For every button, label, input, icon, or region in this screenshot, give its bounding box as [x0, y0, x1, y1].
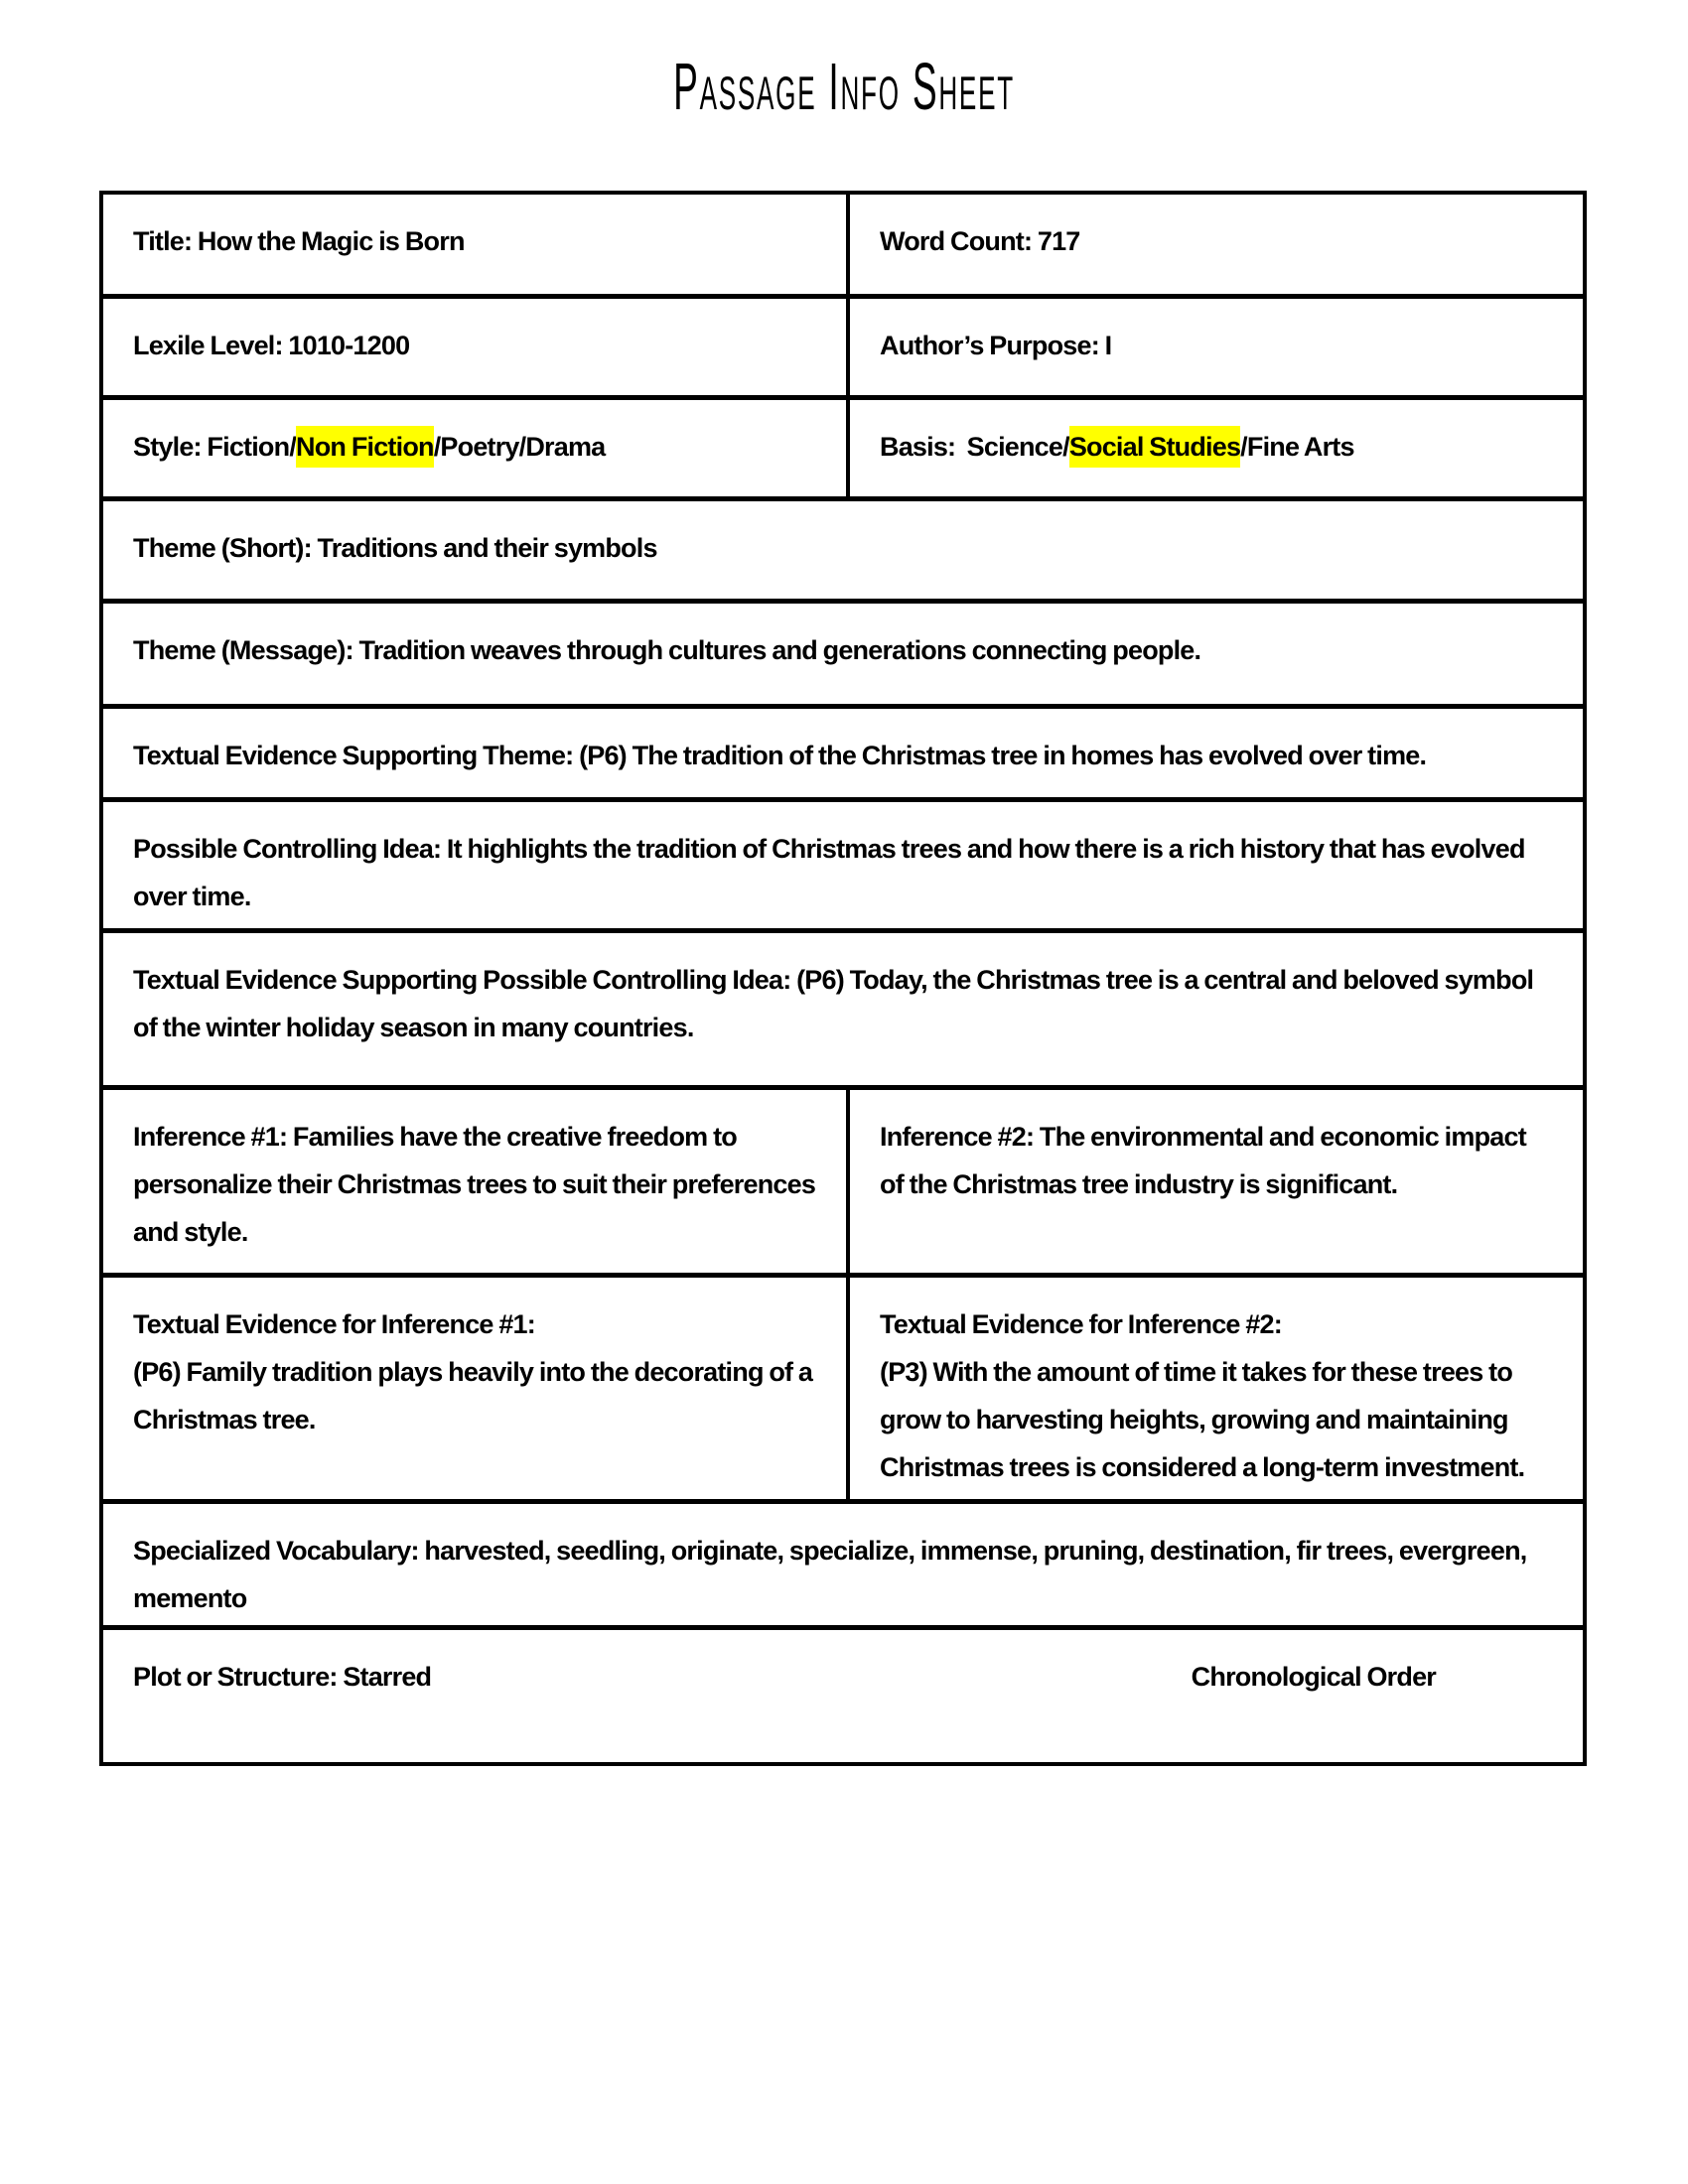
table-row-textual-evidence-inferences: [103, 1273, 1583, 1499]
highlighted-text: Non Fiction: [296, 426, 434, 468]
table-row-style-basis: [103, 395, 1583, 496]
info-table: [99, 191, 1587, 1766]
table-row-plot-structure: [103, 1625, 1583, 1762]
evidence-1-label: Textual Evidence for Inference #1:: [133, 1309, 535, 1339]
table-row-textual-evidence-theme: [103, 704, 1583, 797]
page-title: Passage Info Sheet: [673, 49, 1015, 124]
highlighted-text: Social Studies: [1069, 426, 1240, 468]
table-row-lexile-purpose: [103, 294, 1583, 395]
cell-style: Style: Fiction/Non Fiction/Poetry/Drama: [103, 400, 846, 496]
cell-theme-short: Theme (Short): Traditions and their symbols: [133, 533, 657, 563]
cell-authors-purpose: Author’s Purpose: I: [846, 299, 1583, 395]
cell-lexile-level: Lexile Level: 1010-1200: [133, 331, 410, 360]
cell-word-count: Word Count: 717: [846, 195, 1583, 294]
plot-structure-label: Plot or Structure: Starred: [133, 1662, 432, 1692]
table-row-theme-message: [103, 599, 1583, 704]
table-row-title-wordcount: [103, 195, 1583, 294]
table-row-textual-evidence-controlling-idea: [103, 928, 1583, 1085]
cell-plot-structure: [103, 1630, 1583, 1762]
cell-theme-message: Theme (Message): Tradition weaves through cultures and generations connecting people.: [133, 635, 1201, 665]
cell-inference-2: Inference #2: The environmental and economic impact of the Christmas tree industry is significant.: [846, 1090, 1583, 1273]
evidence-1-body: (P6) Family tradition plays heavily into the decorating of a Christmas tree.: [133, 1357, 813, 1434]
cell-title: Title: How the Magic is Born: [133, 226, 465, 256]
cell-textual-evidence-theme: Textual Evidence Supporting Theme: (P6) The tradition of the Christmas tree in homes has evolved over time.: [133, 741, 1427, 770]
cell-possible-controlling-idea: Possible Controlling Idea: It highlights the tradition of Christmas trees and how there is a rich history that has evolved over time.: [133, 834, 1525, 911]
table-row-inferences: [103, 1085, 1583, 1273]
table-row-theme-short: [103, 496, 1583, 599]
cell-textual-evidence-inference-2: [846, 1278, 1583, 1499]
cell-textual-evidence-inference-1: [103, 1278, 846, 1499]
cell-textual-evidence-controlling-idea: Textual Evidence Supporting Possible Controlling Idea: (P6) Today, the Christmas tree is a central and beloved symbol of the winter holiday season in many countries.: [133, 965, 1534, 1042]
table-row-specialized-vocabulary: [103, 1499, 1583, 1625]
evidence-2-body: (P3) With the amount of time it takes for these trees to grow to harvesting heights, growing and maintaining Christmas trees is considered a long-term investment.: [880, 1357, 1525, 1482]
structure-type-label: Chronological Order: [1191, 1662, 1436, 1692]
cell-basis: Basis: Science/Social Studies/Fine Arts: [846, 400, 1583, 496]
cell-inference-1: Inference #1: Families have the creative freedom to personalize their Christmas trees to suit their preferences and style.: [133, 1122, 816, 1247]
table-row-possible-controlling-idea: [103, 797, 1583, 928]
evidence-2-label: Textual Evidence for Inference #2:: [880, 1309, 1282, 1339]
cell-specialized-vocabulary: Specialized Vocabulary: harvested, seedling, originate, specialize, immense, pruning, destination, fir trees, evergreen, memento: [133, 1536, 1527, 1613]
